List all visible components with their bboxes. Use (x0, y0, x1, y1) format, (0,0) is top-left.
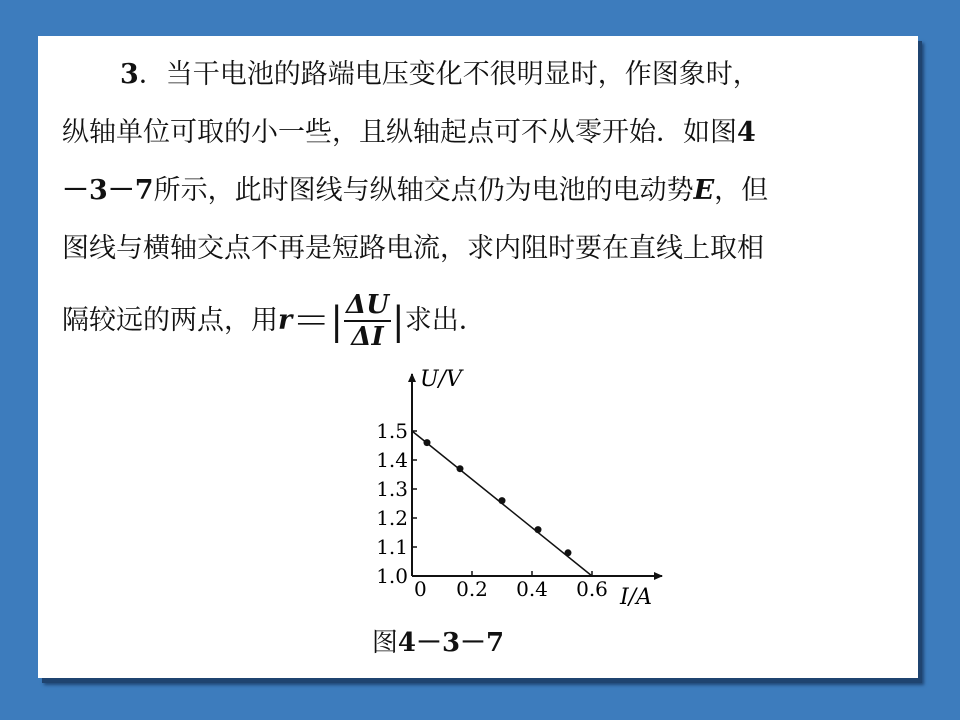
y-tick-label: 1.4 (376, 448, 408, 472)
data-point (499, 497, 506, 504)
text-line-5 (62, 284, 902, 358)
text-line-4 (62, 220, 902, 278)
resistance-symbol: r (278, 305, 293, 336)
figure-ref-part2: －3－7 (62, 175, 154, 206)
line1-text: 当干电池的路端电压变化不很明显时，作图象时， (165, 59, 760, 90)
figure-caption (0, 622, 878, 659)
equals-abs-open: ＝| (292, 299, 344, 343)
fraction-numerator: ΔU (346, 290, 389, 320)
text-line-2 (62, 104, 902, 162)
line3-text-a: 所示，此时图线与纵轴交点仍为电池的电动势 (153, 175, 694, 206)
data-point (457, 465, 464, 472)
y-tick-label: 1.0 (376, 564, 408, 588)
caption-prefix: 图 (371, 628, 398, 658)
line4-text: 图线与横轴交点不再是短路电流，求内阻时要在直线上取相 (62, 233, 764, 264)
data-point (535, 526, 542, 533)
line5-text-a: 隔较远的两点，用 (62, 305, 278, 336)
slide-panel (38, 36, 918, 678)
y-tick-group (376, 419, 417, 588)
u-i-graph (362, 366, 702, 616)
y-axis-label: U/V (420, 367, 462, 392)
fraction-denominator: ΔI (351, 322, 384, 352)
item-number: 3 (120, 59, 139, 90)
data-points (424, 439, 572, 556)
line5-text-b: 求出． (404, 305, 486, 336)
caption-label: 4－3－7 (397, 628, 505, 658)
y-tick-label: 1.5 (376, 419, 408, 443)
delta-fraction (344, 290, 391, 352)
line3-text-b: ，但 (714, 175, 769, 206)
x-tick-label: 0.6 (576, 577, 608, 601)
explanation-paragraph (62, 46, 902, 358)
text-line-1 (62, 46, 902, 104)
y-tick-label: 1.1 (376, 535, 408, 559)
y-tick-label: 1.2 (376, 506, 408, 530)
data-point (565, 549, 572, 556)
x-tick-label: 0.2 (456, 577, 488, 601)
x-tick-label: 0 (414, 577, 427, 601)
x-axis-label: I/A (620, 585, 652, 610)
abs-close: | (391, 299, 405, 343)
text-line-3 (62, 162, 902, 220)
data-point (424, 439, 431, 446)
figure-ref-part1: 4 (737, 117, 756, 148)
emf-symbol: E (693, 175, 715, 206)
x-tick-label: 0.4 (516, 577, 548, 601)
item-separator: ． (138, 59, 166, 90)
y-tick-label: 1.3 (376, 477, 408, 501)
line2-text: 纵轴单位可取的小一些，且纵轴起点可不从零开始．如图 (62, 117, 737, 148)
